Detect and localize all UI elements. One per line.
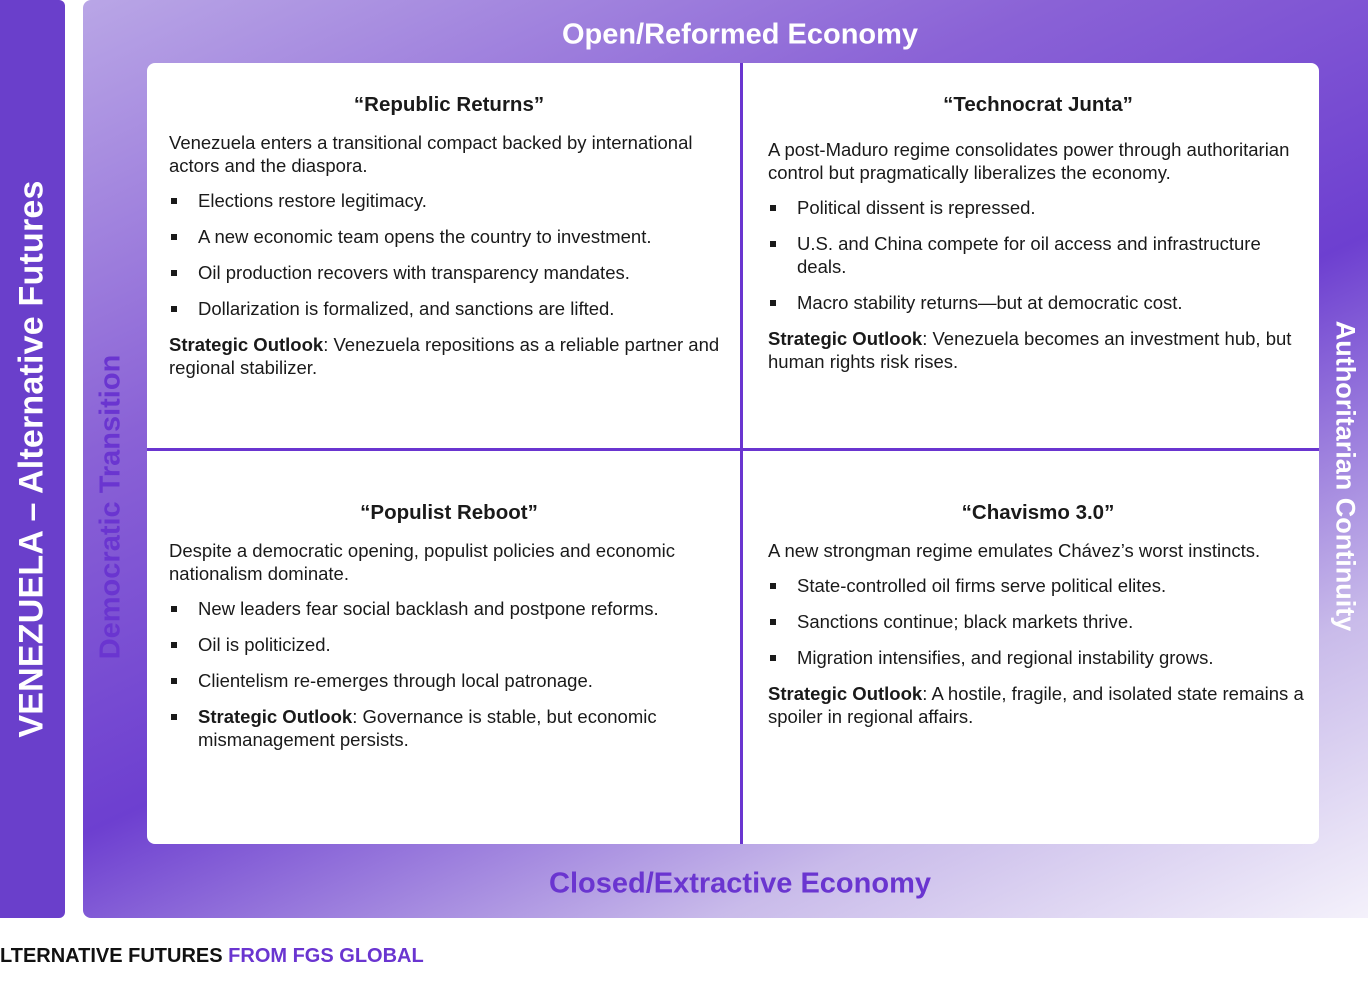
- quadrant-title: “Populist Reboot”: [360, 501, 538, 524]
- strategic-outlook: [169, 333, 729, 379]
- bullet-item: Dollarization is formalized, and sanctions are lifted.: [169, 297, 729, 320]
- outlook-text: : A hostile, fragile, and isolated state remains a spoiler in regional affairs.: [768, 683, 1304, 727]
- quadrant-description: A new strongman regime emulates Chávez’s worst instincts.: [768, 540, 1261, 561]
- footer-source: FROM FGS GLOBAL: [228, 945, 424, 967]
- quadrant-description: Venezuela enters a transitional compact backed by international actors and the diaspora.: [169, 132, 693, 176]
- quadrant-title: “Republic Returns”: [353, 93, 545, 116]
- footer-caption: [0, 945, 424, 968]
- quadrant-technocrat-junta: [768, 93, 1308, 373]
- bullet-item: State-controlled oil firms serve political elites.: [768, 574, 1308, 597]
- bullet-list: [169, 597, 729, 751]
- bullet-item: Oil is politicized.: [169, 633, 729, 656]
- bullet-item: Macro stability returns—but at democratic cost.: [768, 291, 1308, 314]
- quadrant-description: Despite a democratic opening, populist policies and economic nationalism dominate.: [169, 540, 675, 584]
- side-title-bar: [0, 0, 65, 918]
- bullet-item: Oil production recovers with transparency mandates.: [169, 261, 729, 284]
- bullet-list: [768, 574, 1308, 669]
- outlook-label: Strategic Outlook: [768, 328, 923, 349]
- outlook-label: Strategic Outlook: [768, 683, 923, 704]
- strategic-outlook: [169, 705, 729, 751]
- quadrant-description: A post-Maduro regime consolidates power through authoritarian control but pragmatically liberalizes the economy.: [768, 139, 1290, 183]
- outlook-label: Strategic Outlook: [169, 334, 324, 355]
- footer-prefix: LTERNATIVE FUTURES: [0, 945, 229, 967]
- axis-label-top: Open/Reformed Economy: [561, 18, 919, 51]
- bullet-list: [768, 196, 1308, 314]
- outlook-text: : Governance is stable, but economic mismanagement persists.: [198, 706, 657, 750]
- outlook-text: : Venezuela becomes an investment hub, but human rights risk rises.: [768, 328, 1292, 372]
- outlook-label: Strategic Outlook: [198, 706, 353, 727]
- strategic-outlook: [768, 327, 1308, 373]
- side-title: VENEZUELA – Alternative Futures: [12, 180, 51, 738]
- bullet-item: Migration intensifies, and regional instability grows.: [768, 646, 1308, 669]
- quadrant-populist-reboot: [169, 501, 729, 764]
- quadrant-title: “Technocrat Junta”: [943, 93, 1133, 116]
- horizontal-divider: [147, 448, 1319, 451]
- bullet-item: Sanctions continue; black markets thrive.: [768, 610, 1308, 633]
- bullet-item: Clientelism re-emerges through local patronage.: [169, 669, 729, 692]
- axis-label-bottom: Closed/Extractive Economy: [549, 867, 931, 900]
- axis-label-left: Democratic Transition: [94, 354, 127, 660]
- quadrant-chavismo: [768, 501, 1308, 728]
- scenario-matrix: [147, 63, 1319, 844]
- bullet-item: A new economic team opens the country to investment.: [169, 225, 729, 248]
- quadrant-title: “Chavismo 3.0”: [961, 501, 1115, 524]
- vertical-divider: [740, 63, 743, 844]
- axis-label-right: Authoritarian Continuity: [1330, 320, 1361, 632]
- bullet-item: U.S. and China compete for oil access and infrastructure deals.: [768, 232, 1308, 278]
- bullet-list: [169, 189, 729, 320]
- bullet-item: Elections restore legitimacy.: [169, 189, 729, 212]
- bullet-item: Political dissent is repressed.: [768, 196, 1308, 219]
- quadrant-republic-returns: [169, 93, 729, 379]
- outlook-text: : Venezuela repositions as a reliable partner and regional stabilizer.: [169, 334, 720, 378]
- strategic-outlook: [768, 682, 1308, 728]
- bullet-item: New leaders fear social backlash and postpone reforms.: [169, 597, 729, 620]
